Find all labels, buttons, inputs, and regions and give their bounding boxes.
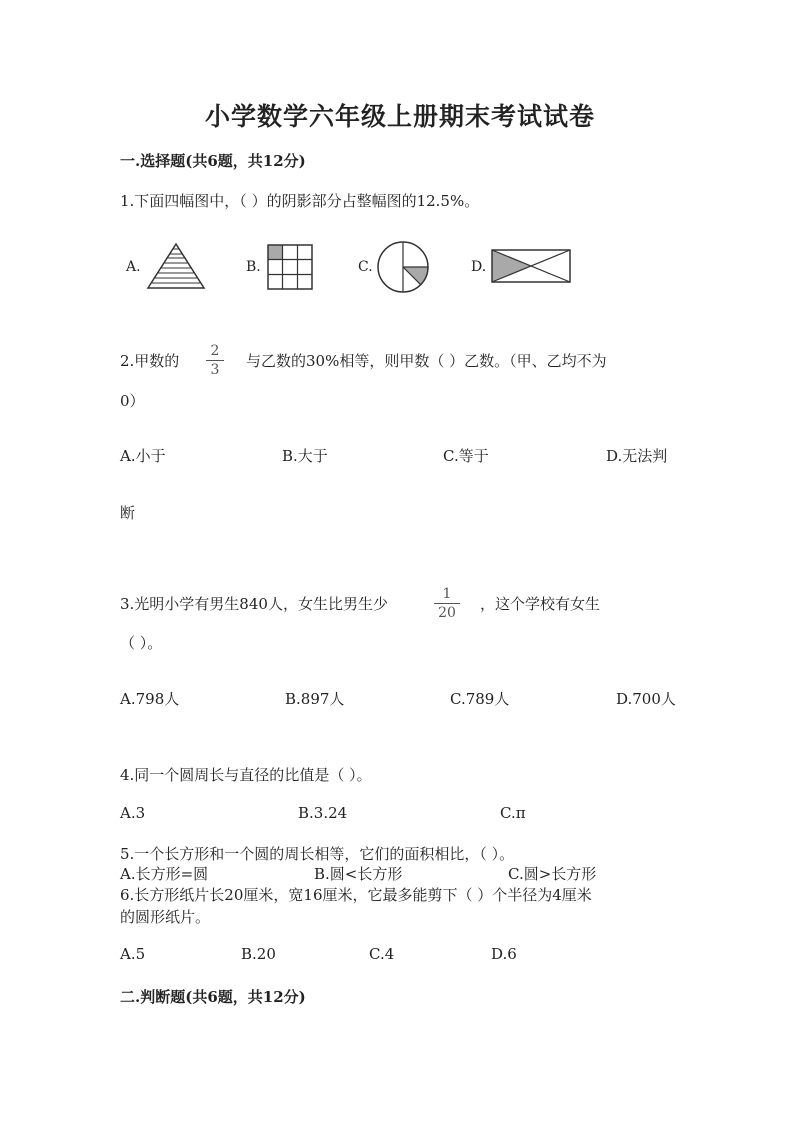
question-1-text: 1.下面四幅图中，（ ）的阴影部分占整幅图的12.5%。 (120, 192, 480, 210)
q3-fraction-denominator: 20 (438, 605, 456, 621)
question-4-text: 4.同一个圆周长与直径的比值是（ ）。 (120, 766, 372, 784)
q1-option-a-label: A. (126, 259, 141, 275)
q3-fraction (434, 587, 460, 620)
q3-option-a[interactable]: A.798人 (120, 690, 180, 708)
question-2-suffix: 与乙数的30%相等，则甲数（ ）乙数。（甲、乙均不为 (246, 352, 607, 370)
page-title: 小学数学六年级上册期末考试试卷 (204, 102, 595, 131)
rectangle-x-shaded-icon (490, 248, 572, 284)
q4-option-a[interactable]: A.3 (120, 804, 146, 822)
q2-fraction-numerator: 2 (210, 343, 220, 359)
q2-option-b[interactable]: B.大于 (282, 447, 328, 465)
striped-triangle-icon (146, 242, 206, 290)
q3-option-b[interactable]: B.897人 (285, 690, 345, 708)
question-2-prefix: 2.甲数的 (120, 352, 180, 370)
q2-option-c[interactable]: C.等于 (443, 447, 489, 465)
grid-3x3-one-shaded-icon (266, 243, 314, 291)
q6-option-a[interactable]: A.5 (120, 945, 146, 963)
q1-option-d-label: D. (471, 259, 487, 275)
q4-option-c[interactable]: C.π (500, 804, 526, 822)
question-3-line2: （ ）。 (120, 634, 163, 652)
q2-fraction (206, 344, 224, 377)
q2-option-d-overflow: 断 (120, 504, 136, 522)
q6-option-b[interactable]: B.20 (241, 945, 276, 963)
q5-option-b[interactable]: B.圆<长方形 (314, 865, 403, 883)
circle-eighth-shaded-icon (376, 240, 430, 294)
q3-option-d[interactable]: D.700人 (616, 690, 676, 708)
question-3-prefix: 3.光明小学有男生840人，女生比男生少 (120, 595, 388, 613)
section-heading-choice: 一.选择题(共6题，共12分) (120, 152, 306, 170)
q4-option-b[interactable]: B.3.24 (298, 804, 348, 822)
q2-option-a[interactable]: A.小于 (120, 447, 166, 465)
question-5-text: 5.一个长方形和一个圆的周长相等，它们的面积相比，（ ）。 (120, 845, 515, 863)
question-6-line1: 6.长方形纸片长20厘米，宽16厘米，它最多能剪下（ ）个半径为4厘米 (120, 886, 592, 904)
question-2-line2: 0） (120, 392, 145, 410)
q6-option-d[interactable]: D.6 (491, 945, 517, 963)
q2-option-d[interactable]: D.无法判 (606, 447, 668, 465)
q6-option-c[interactable]: C.4 (369, 945, 395, 963)
question-3-suffix: ，这个学校有女生 (480, 595, 601, 613)
question-6-line2: 的圆形纸片。 (120, 908, 211, 926)
q2-fraction-denominator: 3 (210, 362, 220, 378)
q3-option-c[interactable]: C.789人 (450, 690, 510, 708)
q1-option-c-label: C. (358, 259, 373, 275)
q3-fraction-numerator: 1 (442, 586, 452, 602)
section-heading-judgment: 二.判断题(共6题，共12分) (120, 988, 306, 1006)
q5-option-c[interactable]: C.圆>长方形 (508, 865, 597, 883)
q5-option-a[interactable]: A.长方形=圆 (120, 865, 209, 883)
q1-option-b-label: B. (246, 259, 261, 275)
